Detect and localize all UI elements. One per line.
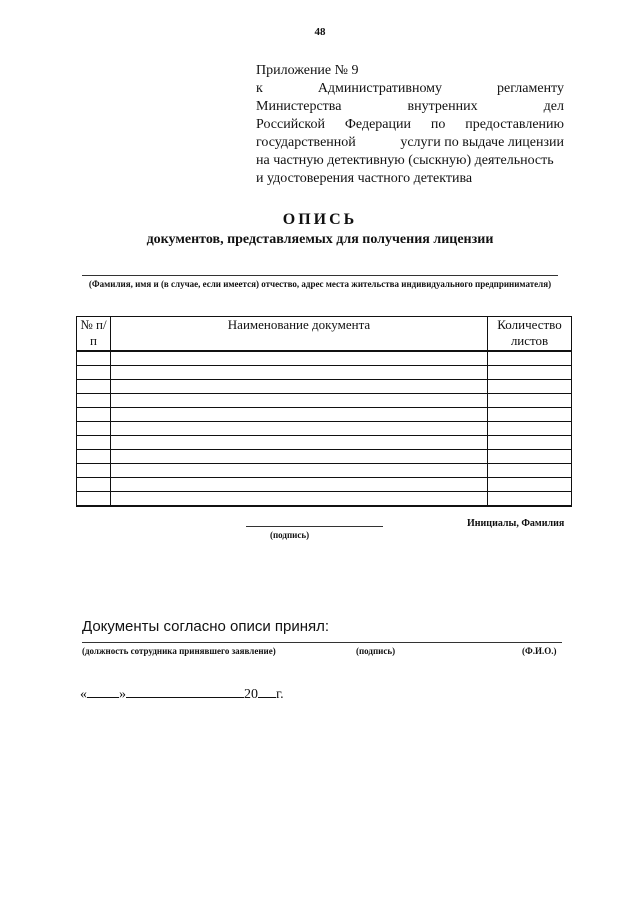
cell-document-name[interactable] <box>111 464 488 478</box>
appendix-word: Административному <box>317 81 443 96</box>
table-row <box>77 408 572 422</box>
cell-sheet-count[interactable] <box>488 492 572 507</box>
cell-number[interactable] <box>77 450 111 464</box>
appendix-word: регламенту <box>497 81 564 96</box>
cell-number[interactable] <box>77 380 111 394</box>
applicant-line <box>82 275 558 276</box>
cell-number[interactable] <box>77 422 111 436</box>
table-row <box>77 394 572 408</box>
date-close-quote: » <box>119 687 126 702</box>
cell-document-name[interactable] <box>111 408 488 422</box>
table-row <box>77 478 572 492</box>
cell-sheet-count[interactable] <box>488 478 572 492</box>
header-sheet-count: Количество листов <box>488 317 572 352</box>
table-row <box>77 450 572 464</box>
cell-document-name[interactable] <box>111 492 488 507</box>
appendix-word: по <box>430 117 446 132</box>
cell-number[interactable] <box>77 408 111 422</box>
table-body <box>77 351 572 506</box>
appendix-word: предоставлению <box>465 117 564 132</box>
cell-sheet-count[interactable] <box>488 380 572 394</box>
table-row <box>77 464 572 478</box>
documents-table <box>76 316 572 507</box>
appendix-line-6: на частную детективную (сыскную) деятельность <box>256 153 554 168</box>
appendix-header <box>256 62 564 188</box>
cell-sheet-count[interactable] <box>488 436 572 450</box>
cell-number[interactable] <box>77 464 111 478</box>
document-subtitle: документов, представляемых для получения лицензии <box>146 232 494 247</box>
table-row <box>77 492 572 507</box>
cell-document-name[interactable] <box>111 478 488 492</box>
cell-document-name[interactable] <box>111 450 488 464</box>
year-prefix: 20 <box>244 687 258 702</box>
cell-document-name[interactable] <box>111 422 488 436</box>
table-header-row <box>77 317 572 352</box>
cell-sheet-count[interactable] <box>488 366 572 380</box>
cell-number[interactable] <box>77 492 111 507</box>
cell-sheet-count[interactable] <box>488 351 572 366</box>
accept-signature-label: (подпись) <box>356 646 396 656</box>
signature-label: (подпись) <box>270 530 310 540</box>
appendix-line-4 <box>256 116 564 134</box>
table-row <box>77 422 572 436</box>
year-suffix: г. <box>276 687 284 702</box>
document-title: ОПИСЬ <box>282 211 358 228</box>
signature-line <box>246 526 383 527</box>
appendix-word: услуги по выдаче лицензии <box>400 135 564 150</box>
table-row <box>77 366 572 380</box>
cell-number[interactable] <box>77 351 111 366</box>
appendix-line-7: и удостоверения частного детектива <box>256 171 473 186</box>
appendix-word: государственной <box>256 135 356 150</box>
appendix-word: Российской <box>256 117 325 132</box>
cell-document-name[interactable] <box>111 394 488 408</box>
cell-number[interactable] <box>77 478 111 492</box>
table-row <box>77 380 572 394</box>
appendix-line-2 <box>256 80 564 98</box>
cell-sheet-count[interactable] <box>488 408 572 422</box>
accepted-text: Документы согласно описи принял: <box>82 618 330 635</box>
appendix-word: к <box>256 81 263 96</box>
cell-document-name[interactable] <box>111 380 488 394</box>
cell-document-name[interactable] <box>111 366 488 380</box>
appendix-word: дел <box>543 99 564 114</box>
cell-sheet-count[interactable] <box>488 422 572 436</box>
cell-document-name[interactable] <box>111 351 488 366</box>
table-row <box>77 351 572 366</box>
appendix-word: Министерства <box>256 99 342 114</box>
appendix-word: внутренних <box>407 99 478 114</box>
cell-document-name[interactable] <box>111 436 488 450</box>
cell-number[interactable] <box>77 366 111 380</box>
year-blank[interactable] <box>258 684 276 698</box>
date-open-quote: « <box>80 687 87 702</box>
cell-sheet-count[interactable] <box>488 464 572 478</box>
day-blank[interactable] <box>87 684 119 698</box>
fio-label: (Ф.И.О.) <box>522 646 557 656</box>
appendix-line-3 <box>256 98 564 116</box>
cell-sheet-count[interactable] <box>488 394 572 408</box>
appendix-word: Федерации <box>344 117 411 132</box>
cell-sheet-count[interactable] <box>488 450 572 464</box>
table-row <box>77 436 572 450</box>
position-label: (должность сотрудника принявшего заявление) <box>82 646 276 656</box>
page-number: 48 <box>314 26 326 38</box>
accept-line <box>82 642 562 643</box>
header-number: № п/п <box>77 317 111 352</box>
date-line <box>80 684 284 703</box>
month-blank[interactable] <box>126 684 244 698</box>
cell-number[interactable] <box>77 394 111 408</box>
appendix-line-5 <box>256 134 564 152</box>
appendix-line-1: Приложение № 9 <box>256 63 359 78</box>
header-document-name: Наименование документа <box>111 317 488 352</box>
applicant-hint: (Фамилия, имя и (в случае, если имеется) отчество, адрес места жительства индивидуального предпринимателя) <box>88 279 552 289</box>
cell-number[interactable] <box>77 436 111 450</box>
initials-label: Инициалы, Фамилия <box>467 518 565 529</box>
